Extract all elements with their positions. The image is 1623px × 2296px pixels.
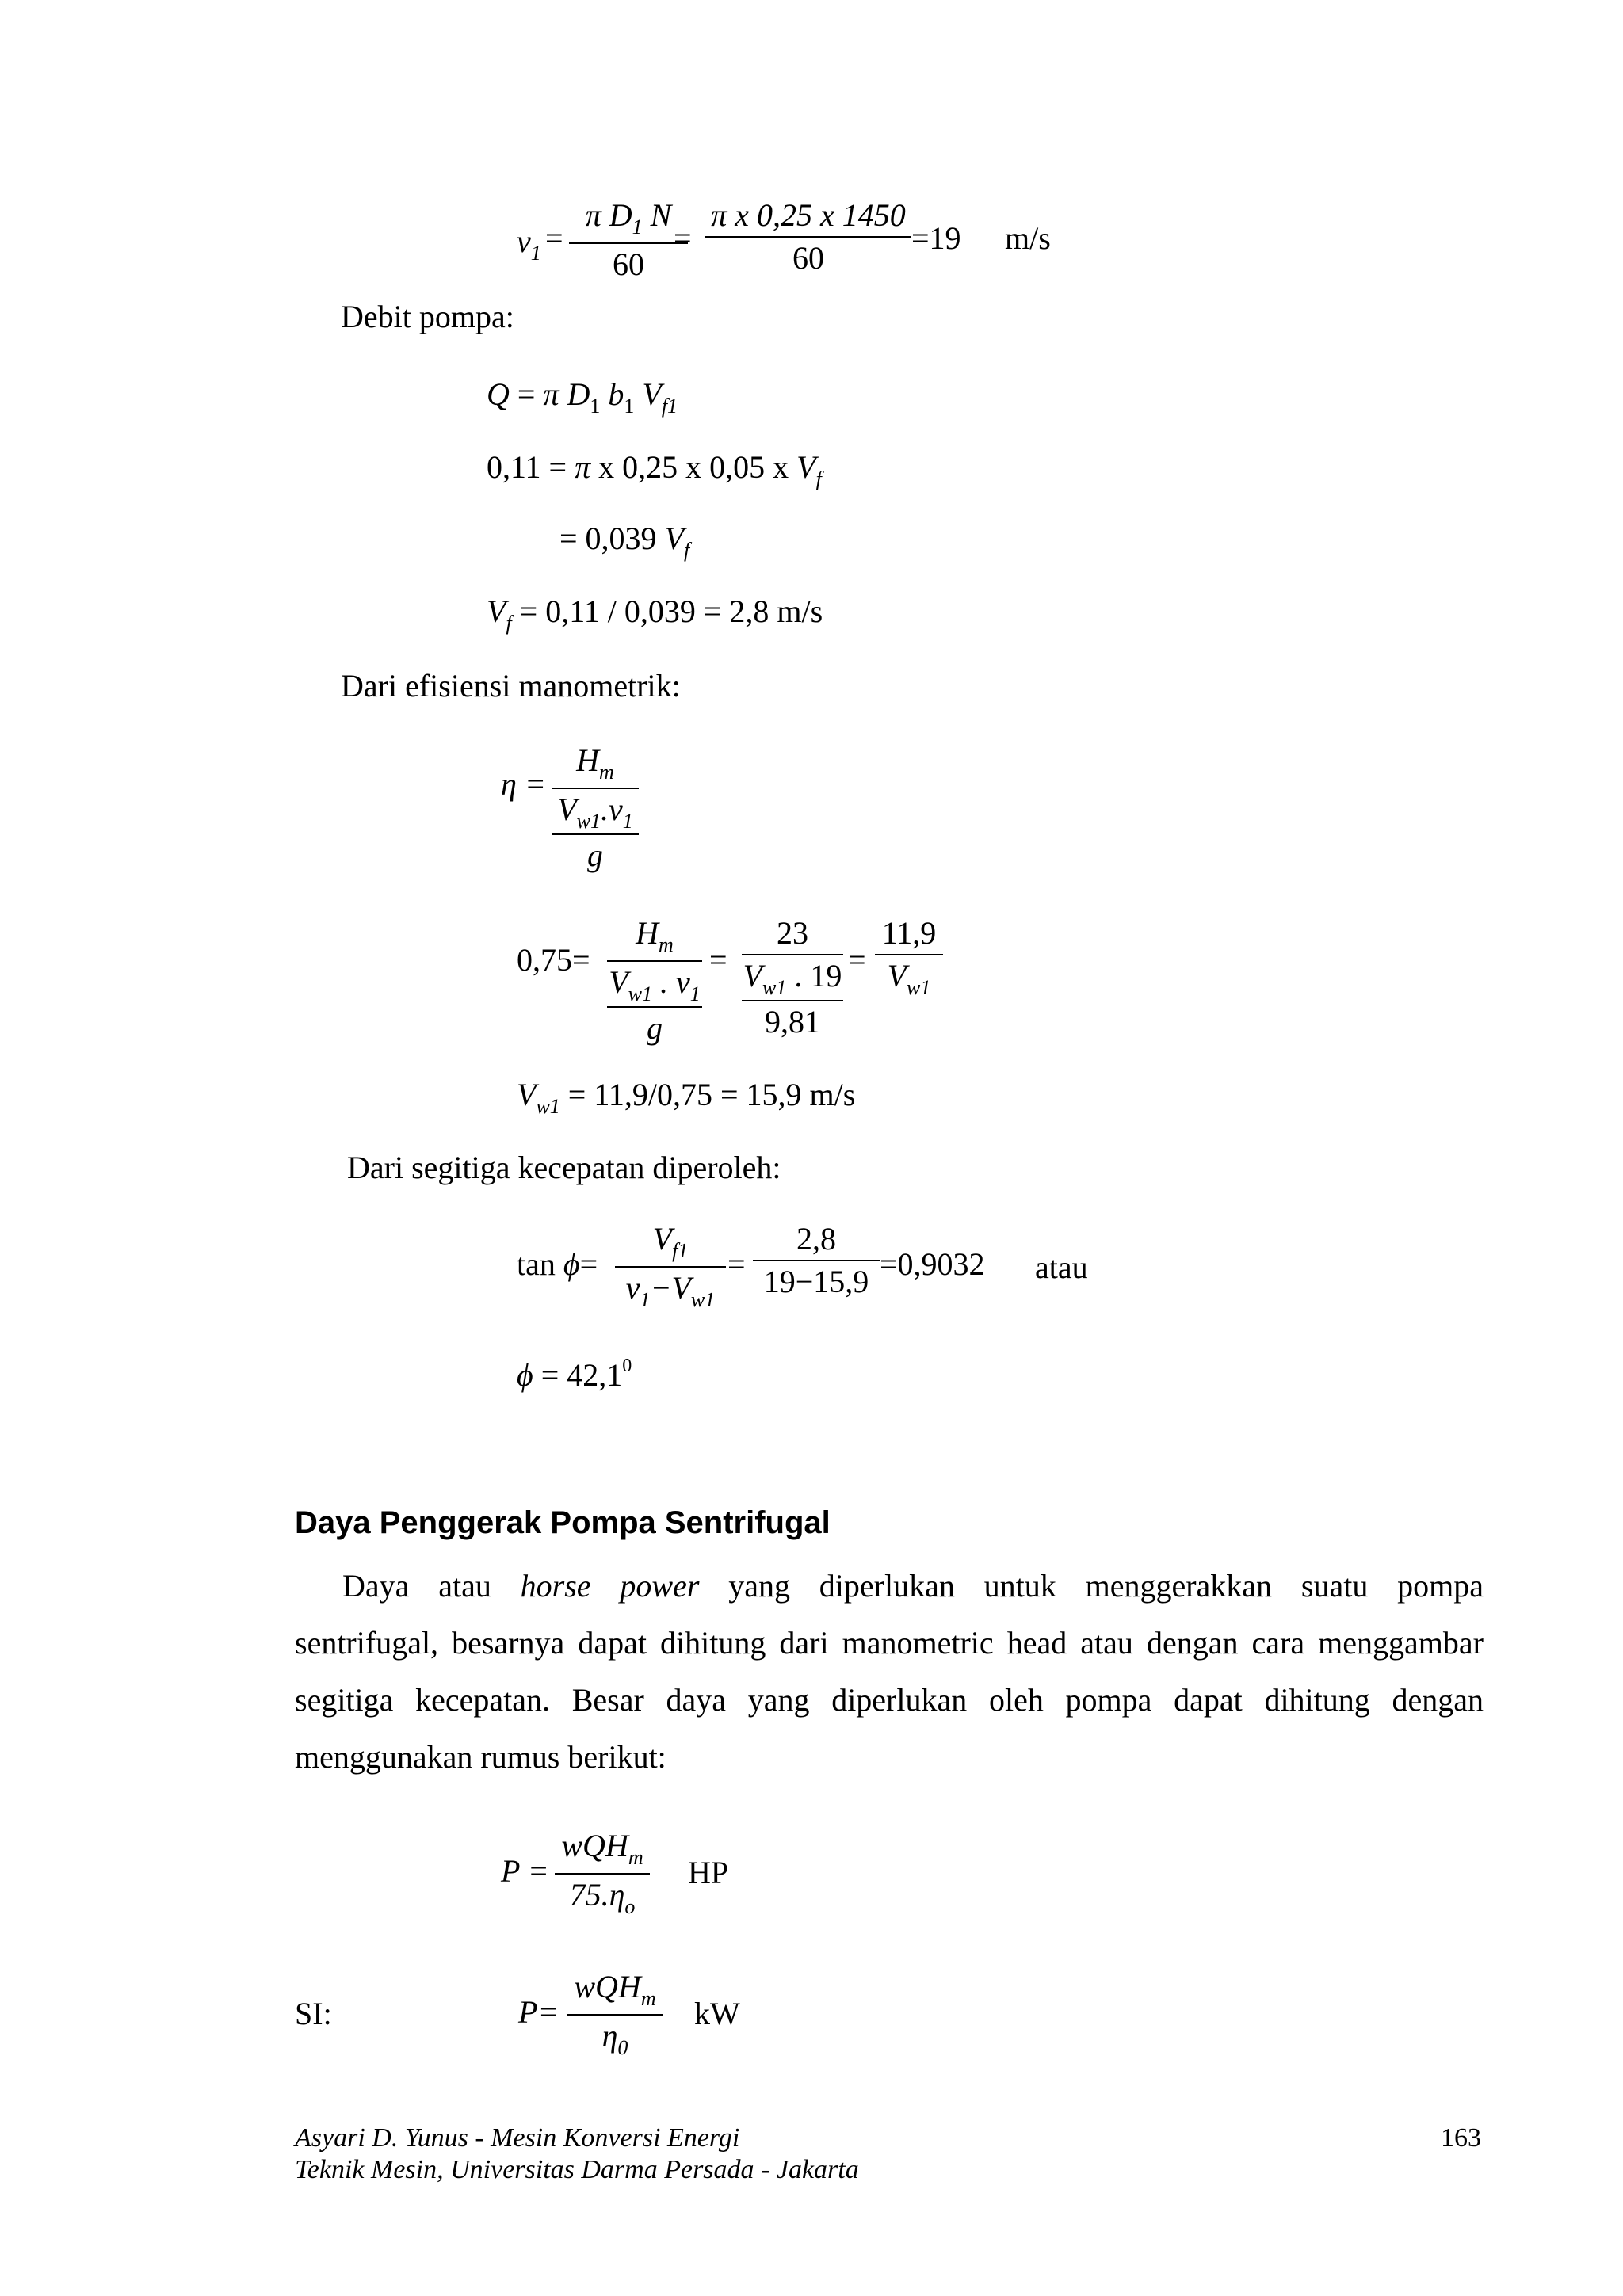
- p-lhs: P =: [501, 1853, 549, 1889]
- v1-lhs: $v_1$: [517, 223, 541, 265]
- body-paragraph: [295, 1558, 1484, 1786]
- fraction-numeric: π x 0,25 x 1450 60: [705, 200, 911, 274]
- equation-011: 0,11 = π x 0,25 x 0,05 x $V_f$: [487, 449, 822, 490]
- eq075-lhs: 0,75=: [517, 942, 590, 978]
- footer-institution: Teknik Mesin, Universitas Darma Persada - Jakarta: [295, 2155, 859, 2184]
- v1-unit: m/s: [1005, 220, 1051, 256]
- fraction-eta: $H_m$ $V_{w1}.v_1$ g: [552, 745, 639, 871]
- fraction-23: 23 $V_{w1}$ . 19 9,81: [743, 915, 842, 1039]
- kw-unit: kW: [694, 1996, 740, 2031]
- equation-phi: $\phi = 42,1^0$: [517, 1356, 632, 1393]
- equation-0039: = 0,039 $V_f$: [559, 521, 690, 562]
- equation-q: Q = π $D_1$ $b_1$ $V_{f1}$: [487, 376, 678, 418]
- page-number: 163: [1441, 2123, 1481, 2153]
- fraction-pi-d1-n: π $D_1$ N 60: [569, 200, 688, 280]
- fraction-119: 11,9 $V_{w1}$: [875, 917, 943, 998]
- si-label: SI:: [295, 1996, 332, 2031]
- eta-lhs: η =: [501, 766, 546, 802]
- fraction-wqhm-eta0: wQH$_m$ $\eta_0$: [567, 1971, 663, 2058]
- section-heading: Daya Penggerak Pompa Sentrifugal: [295, 1505, 831, 1540]
- equals-sign: =: [727, 1246, 746, 1282]
- equation-vf: $V_f = 0,11 / 0,039 = 2,8$ m/s: [487, 593, 823, 635]
- v1-result: =19: [911, 220, 961, 256]
- equals-sign: =: [848, 942, 866, 978]
- paragraph-line: sentrifugal, besarnya dapat dihitung dari manometric head atau dengan cara menggambar: [295, 1625, 1484, 1661]
- efisiensi-label: Dari efisiensi manometrik:: [341, 668, 681, 704]
- p-lhs: P=: [518, 1994, 559, 2030]
- paragraph-line: segitiga kecepatan. Besar daya yang diperlukan oleh pompa dapat dihitung dengan: [295, 1682, 1484, 1718]
- fraction-hm-vw1: $H_m$ $V_{w1}$ . $v_1$ g: [607, 917, 702, 1044]
- equals-sign: =: [545, 220, 563, 256]
- equation-vw1: $V_{w1} = 11,9/0,75 = 15,9$ m/s: [517, 1077, 856, 1118]
- debit-label: Debit pompa:: [341, 299, 514, 334]
- fraction-wqhm: wQH$_m$ $75.\eta_o$: [555, 1830, 650, 1917]
- fraction-vf1: $V_{f1}$ $v_1-V_{w1}$: [615, 1223, 726, 1310]
- tan-result: =0,9032: [880, 1246, 985, 1282]
- footer-author: Asyari D. Yunus - Mesin Konversi Energi: [295, 2123, 740, 2153]
- tan-lhs: tan ϕ=: [517, 1246, 598, 1282]
- fraction-28: 2,8 19−15,9: [753, 1223, 880, 1298]
- atau-text: atau: [1035, 1249, 1088, 1285]
- paragraph-line: Daya atau horse power yang diperlukan untuk menggerakkan suatu pompa: [342, 1568, 1484, 1604]
- equals-sign: =: [674, 220, 692, 256]
- paragraph-line: menggunakan rumus berikut:: [295, 1739, 666, 1775]
- hp-unit: HP: [688, 1855, 729, 1890]
- segitiga-label: Dari segitiga kecepatan diperoleh:: [347, 1150, 781, 1185]
- equals-sign: =: [709, 942, 727, 978]
